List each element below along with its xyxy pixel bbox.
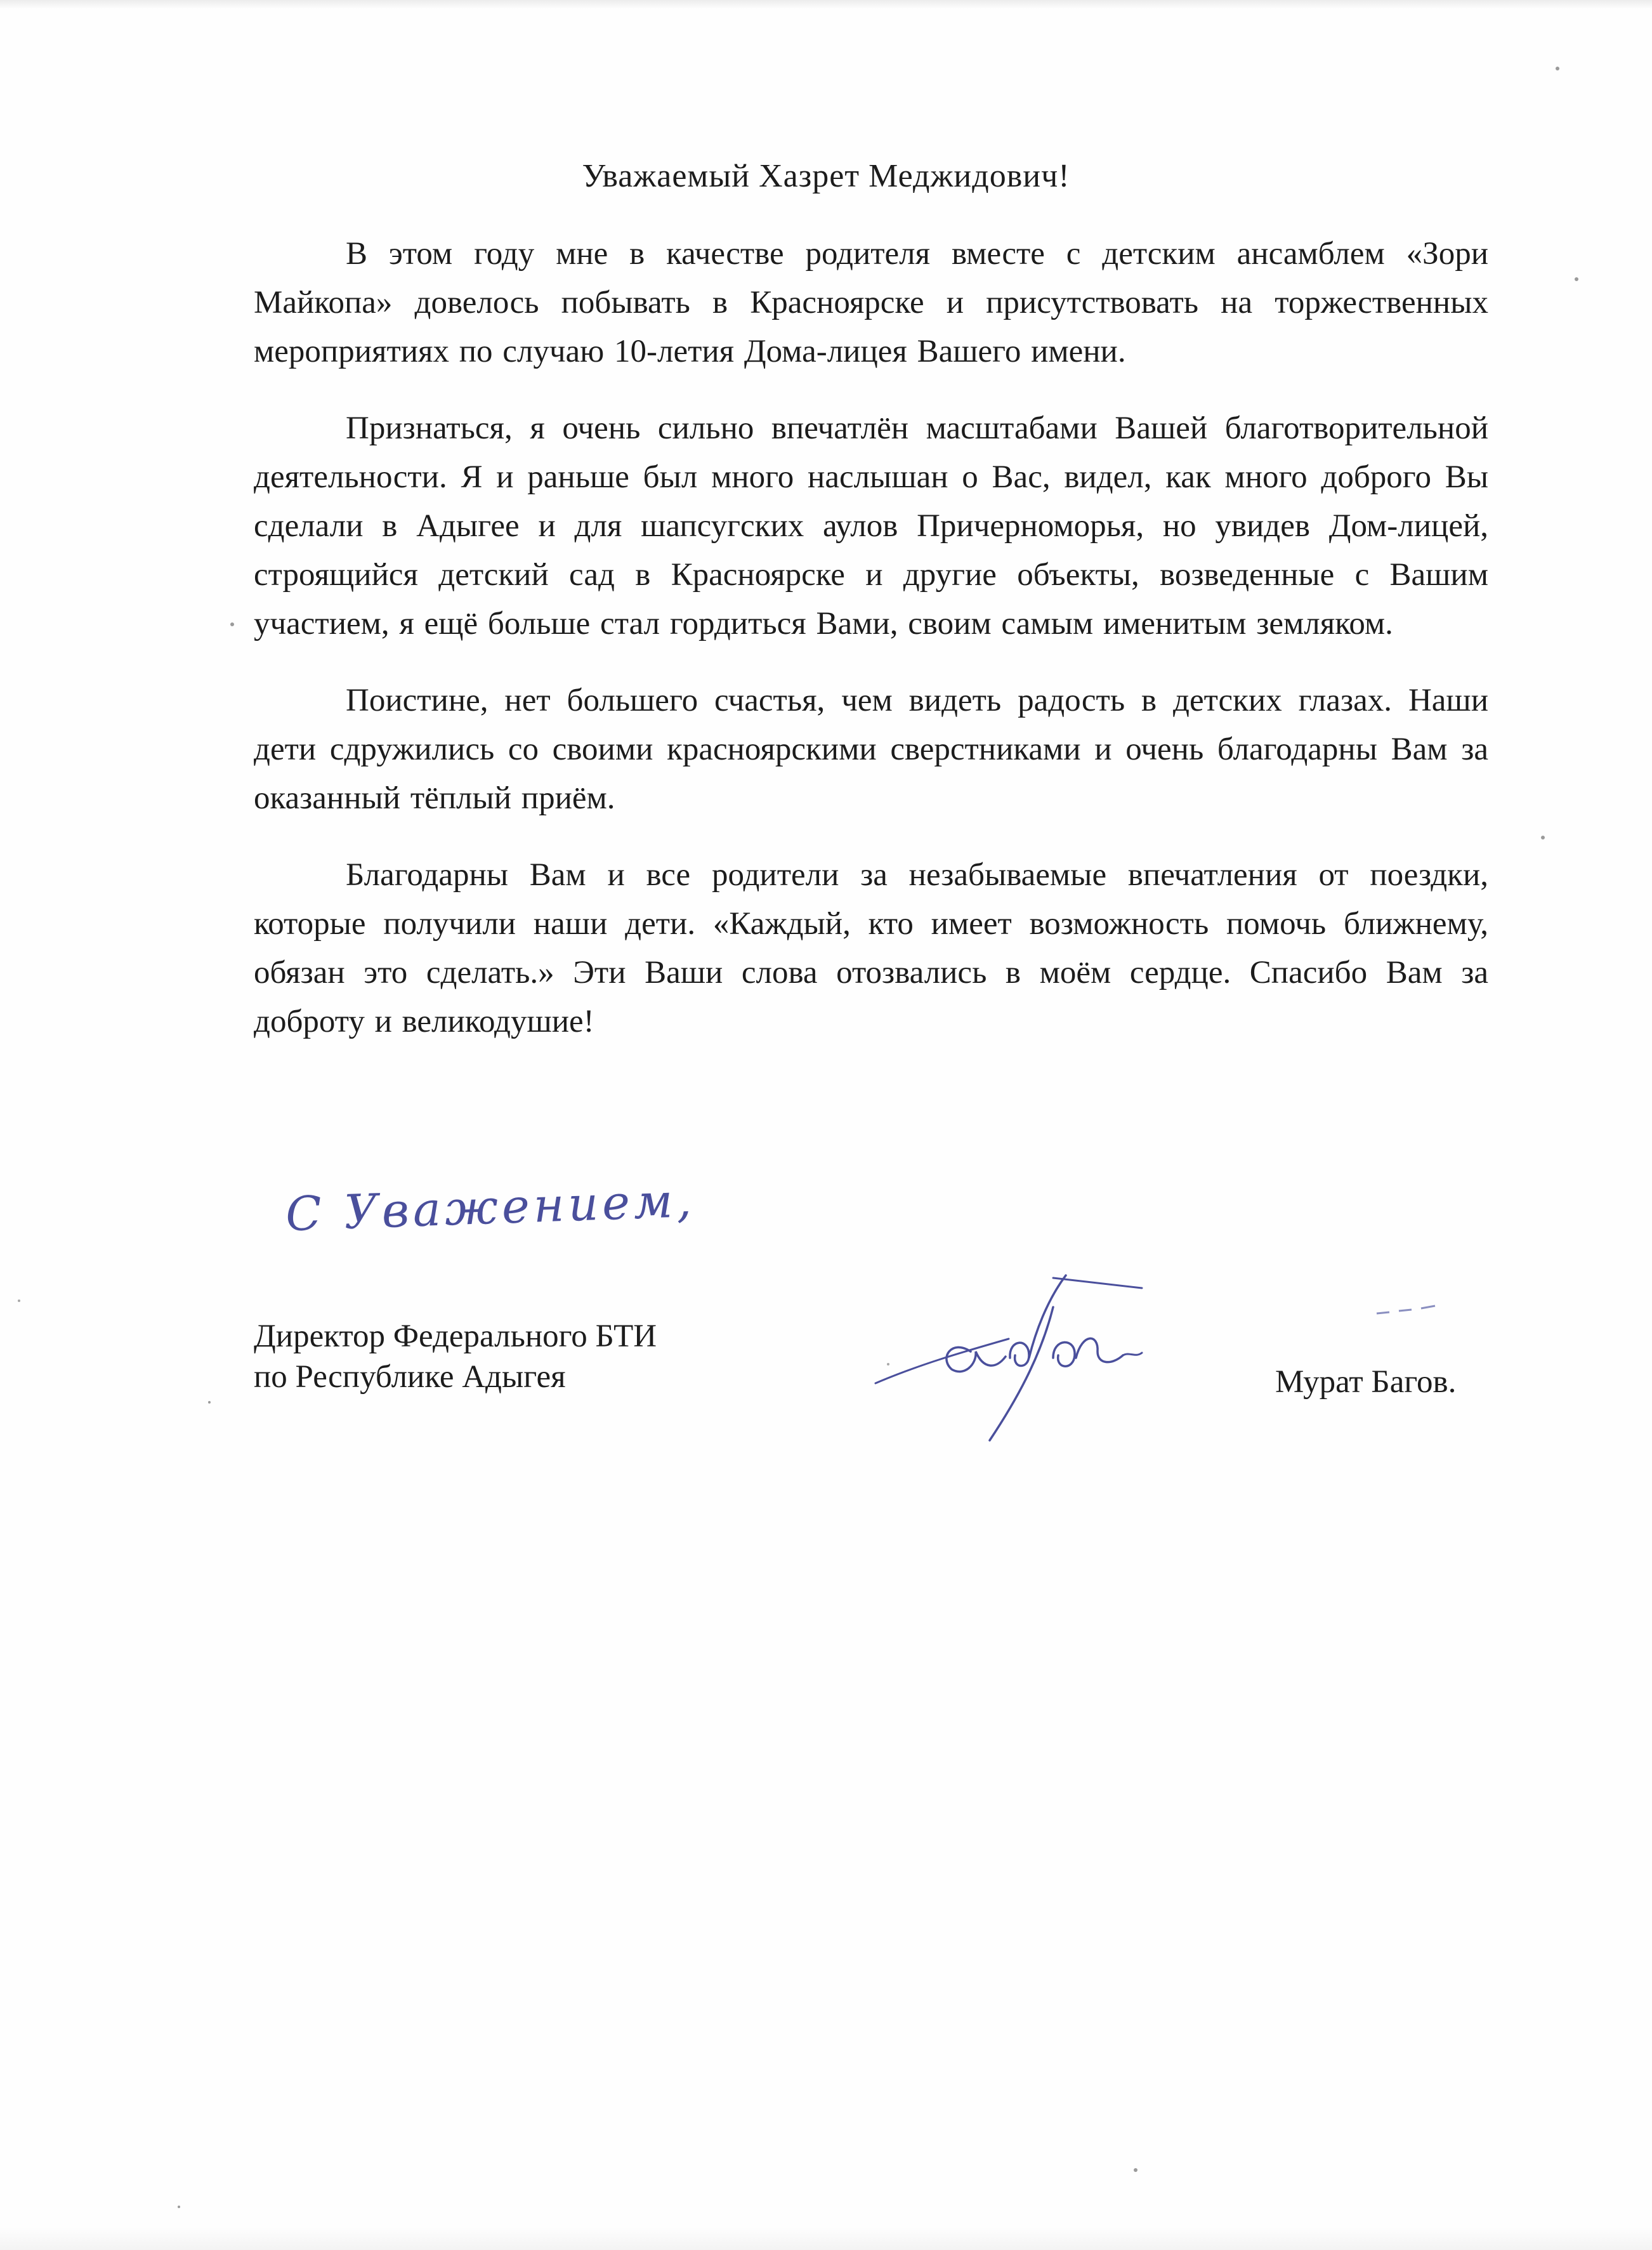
paragraph-3: Поистине, нет большего счастья, чем видеть радость в детских глазах. Наши дети сдружились со своими красноярскими сверстниками и очень благодарны Вам за оказанный тёплый приём. xyxy=(254,683,1488,816)
sender-title-line-1: Директор Федерального БТИ xyxy=(254,1319,657,1354)
paragraph-4: Благодарны Вам и все родители за незабываемые впечатления от поездки, которые получили наши дети. «Каждый, кто имеет возможность помочь ближнему, обязан это сделать.» Эти Ваши слова отозвались в моём сердце. Спасибо Вам за доброту и великодушие! xyxy=(254,857,1488,1039)
letter-salutation: Уважаемый Хазрет Меджидович! xyxy=(582,158,1070,194)
paragraph-1: В этом году мне в качестве родителя вместе с детским ансамблем «Зори Майкопа» довелось побывать в Красноярске и присутствовать на торжественных мероприятиях по случаю 10-летия Дома-лицея Вашего имени. xyxy=(254,236,1488,369)
sender-name: Мурат Багов. xyxy=(1275,1364,1457,1400)
scan-edge-bottom xyxy=(0,2227,1652,2250)
handwritten-closing: С Уважением, xyxy=(284,1173,697,1242)
sender-title-line-2: по Республике Адыгея xyxy=(254,1359,566,1395)
paragraph-2: Признаться, я очень сильно впечатлён масштабами Вашей благотворительной деятельности. Я и раньше был много наслышан о Вас, видел, как много доброго Вы сделали в Адыгее и для шапсугских аулов Причерноморья, но увидев Дом-лицей, строящийся детский сад в Красноярске и другие объекты, возведенные с Вашим участием, я ещё больше стал гордиться Вами, своим самым именитым земляком. xyxy=(254,411,1488,641)
